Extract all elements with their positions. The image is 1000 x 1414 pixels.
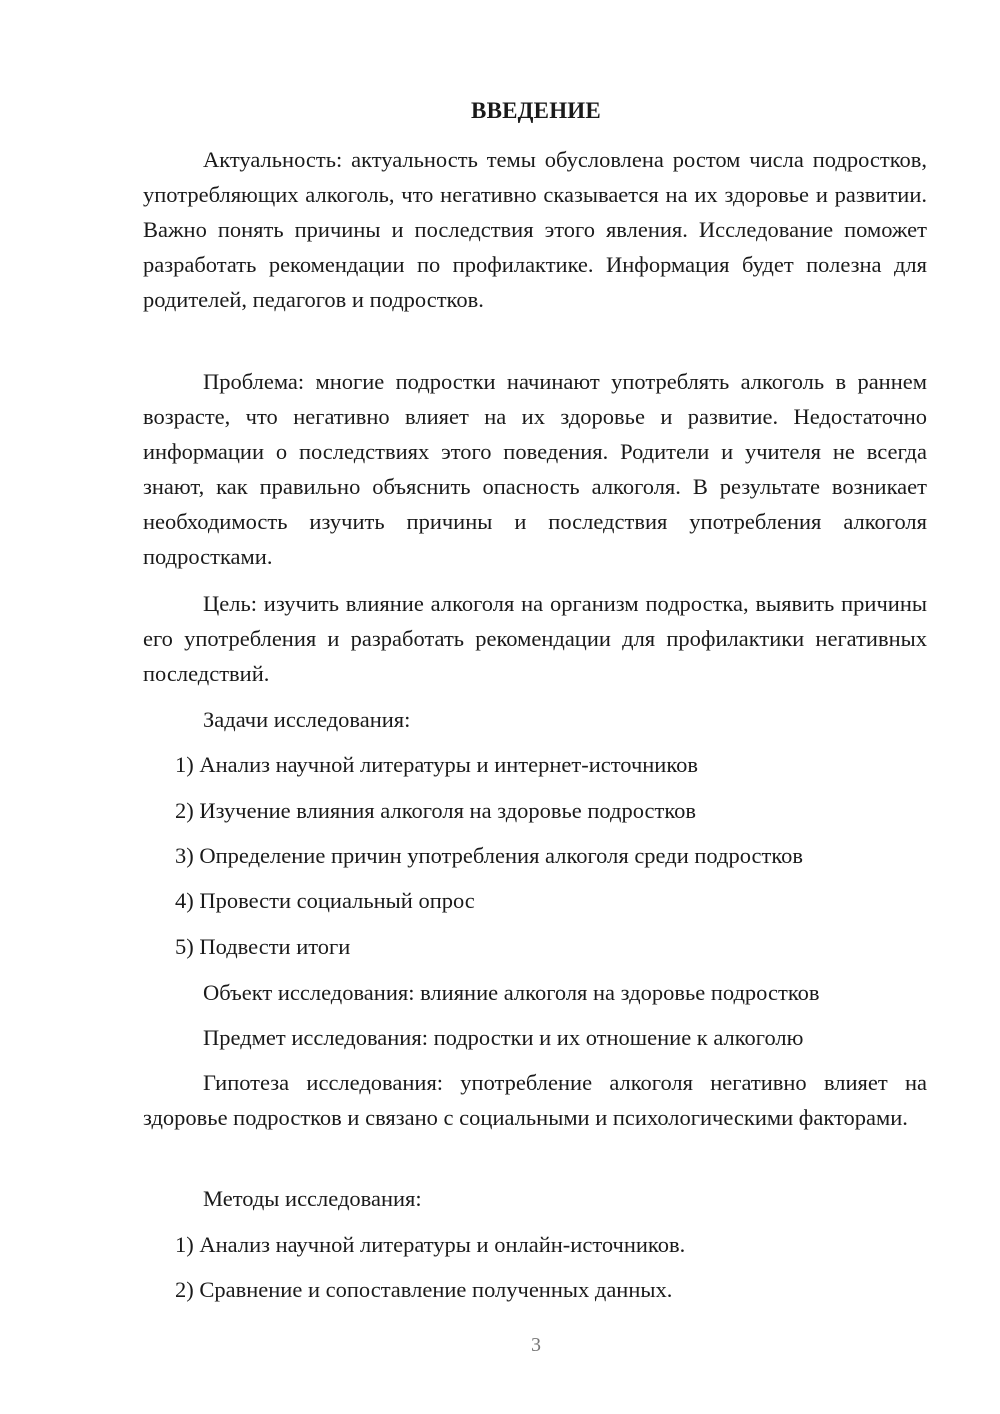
goal-paragraph: Цель: изучить влияние алкоголя на организм подростка, выявить причины его употребления и разработать рекомендации для профилактики негативных последствий. xyxy=(143,591,927,686)
methods-heading: Методы исследования: xyxy=(203,1186,422,1211)
task-item: 3) Определение причин употребления алкоголя среди подростков xyxy=(175,843,803,868)
method-item: 2) Сравнение и сопоставление полученных данных. xyxy=(175,1277,673,1302)
problem-paragraph: Проблема: многие подростки начинают употреблять алкоголь в раннем возрасте, что негативно влияет на их здоровье и развитие. Недостаточно информации о последствиях этого поведения. Родители и учителя не всегда знают, как правильно объяснить опасность алкоголя. В результате возникает необходимость изучить причины и последствия употребления алкоголя подростками. xyxy=(143,369,927,569)
task-item: 4) Провести социальный опрос xyxy=(175,888,475,913)
method-item: 1) Анализ научной литературы и онлайн-источников. xyxy=(175,1232,686,1257)
subject-line: Предмет исследования: подростки и их отношение к алкоголю xyxy=(203,1025,804,1050)
hypothesis-paragraph: Гипотеза исследования: употребление алкоголя негативно влияет на здоровье подростков и связано с социальными и психологическими факторами. xyxy=(143,1070,927,1130)
relevance-paragraph: Актуальность: актуальность темы обусловлена ростом числа подростков, употребляющих алкоголь, что негативно сказывается на их здоровье и развитии. Важно понять причины и последствия этого явления. Исследование поможет разработать рекомендации по профилактике. Информация будет полезна для родителей, педагогов и подростков. xyxy=(143,147,927,312)
task-item: 1) Анализ научной литературы и интернет-источников xyxy=(175,752,699,777)
object-line: Объект исследования: влияние алкоголя на здоровье подростков xyxy=(203,980,820,1005)
tasks-heading: Задачи исследования: xyxy=(203,707,411,732)
task-item: 2) Изучение влияния алкоголя на здоровье подростков xyxy=(175,798,697,823)
section-title: ВВЕДЕНИЕ xyxy=(471,98,601,123)
task-item: 5) Подвести итоги xyxy=(175,934,351,959)
page-number: 3 xyxy=(531,1334,541,1356)
